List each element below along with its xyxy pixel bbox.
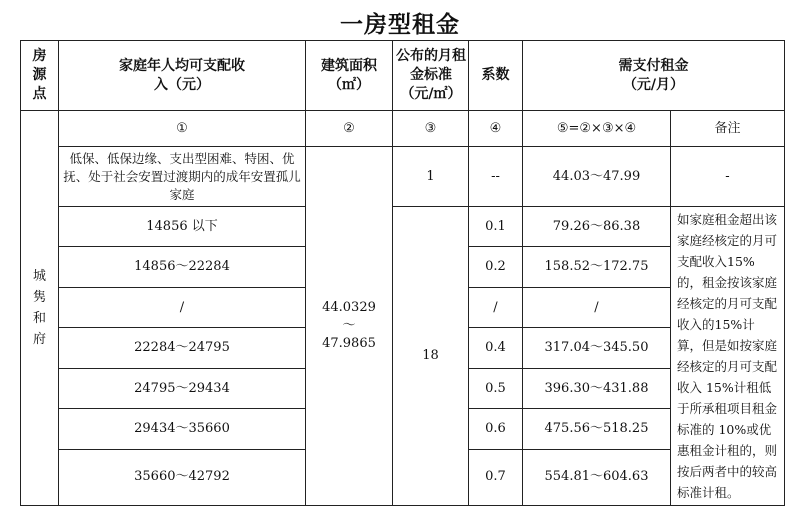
special-coefficient-cell: -- xyxy=(469,147,523,207)
row-rent: 554.81～604.63 xyxy=(523,449,671,505)
header-standard: 公布的月租金标准（元/㎡） xyxy=(393,41,469,111)
special-standard-cell: 1 xyxy=(393,147,469,207)
row-income: 14856～22284 xyxy=(59,247,306,287)
row-coefficient: 0.1 xyxy=(469,207,523,247)
index-coefficient: ④ xyxy=(469,111,523,147)
row-coefficient: 0.5 xyxy=(469,368,523,408)
row-rent: 317.04～345.50 xyxy=(523,328,671,368)
row-coefficient: / xyxy=(469,287,523,327)
row-income: 24795～29434 xyxy=(59,368,306,408)
page-title: 一房型租金 xyxy=(340,11,460,38)
row-income: 22284～24795 xyxy=(59,328,306,368)
header-coefficient: 系数 xyxy=(469,41,523,111)
row-income: 14856 以下 xyxy=(59,207,306,247)
special-rent-cell: 44.03～47.99 xyxy=(523,147,671,207)
header-source: 房源点 xyxy=(21,41,59,111)
row-rent: / xyxy=(523,287,671,327)
special-note-cell: - xyxy=(671,147,785,207)
row-coefficient: 0.7 xyxy=(469,449,523,505)
index-note: 备注 xyxy=(671,111,785,147)
header-rent: 需支付租金（元/月） xyxy=(523,41,785,111)
row-coefficient: 0.2 xyxy=(469,247,523,287)
row-coefficient: 0.4 xyxy=(469,328,523,368)
row-rent: 396.30～431.88 xyxy=(523,368,671,408)
row-income: / xyxy=(59,287,306,327)
note-cell: 如家庭租金超出该家庭经核定的月可支配收入15%的，租金按该家庭经核定的月可支配收入的15%计算，但是如按家庭经核定的月可支配收入 15%计租低于所承租项目租金标准的 10%或优惠租金计租的，则按后两者中的较高标准计租。 xyxy=(671,207,785,506)
index-income: ① xyxy=(59,111,306,147)
source-name-cell: 城隽和府 xyxy=(21,111,59,506)
header-area: 建筑面积（㎡） xyxy=(306,41,393,111)
area-value-cell: 44.0329～47.9865 xyxy=(306,147,393,506)
header-income: 家庭年人均可支配收入（元） xyxy=(59,41,306,111)
special-income-cell: 低保、低保边缘、支出型困难、特困、优抚、处于社会安置过渡期内的成年安置孤儿家庭 xyxy=(59,147,306,207)
row-income: 35660～42792 xyxy=(59,449,306,505)
row-rent: 475.56～518.25 xyxy=(523,409,671,449)
row-coefficient: 0.6 xyxy=(469,409,523,449)
row-rent: 158.52～172.75 xyxy=(523,247,671,287)
tier-standard-cell: 18 xyxy=(393,207,469,506)
index-area: ② xyxy=(306,111,393,147)
index-standard: ③ xyxy=(393,111,469,147)
index-rent: ⑤=②×③×④ xyxy=(523,111,671,147)
row-income: 29434～35660 xyxy=(59,409,306,449)
rent-table xyxy=(20,40,785,506)
row-rent: 79.26～86.38 xyxy=(523,207,671,247)
